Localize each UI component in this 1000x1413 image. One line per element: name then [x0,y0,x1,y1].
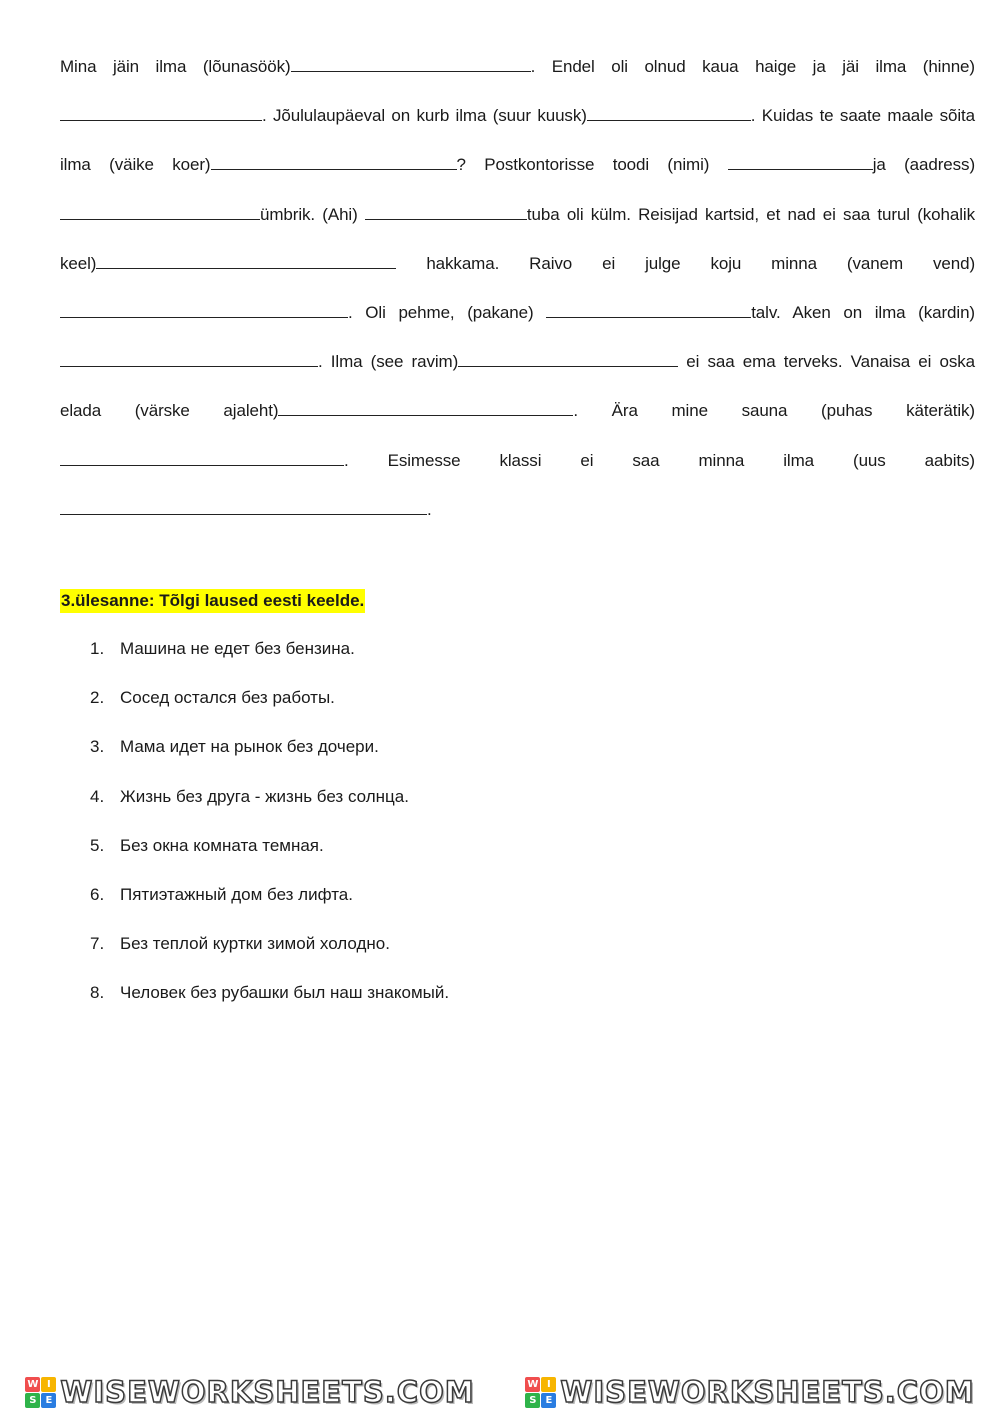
item-text: Без теплой куртки зимой холодно. [120,934,390,954]
translation-list [90,633,449,1027]
item-number: 7. [90,934,105,954]
item-number: 8. [90,983,105,1003]
item-text: Сосед остался без работы. [120,688,335,708]
paragraph-text: . Oli pehme, (pakane) [348,303,547,323]
logo-letter: E [41,1393,56,1408]
item-number: 2. [90,688,105,708]
watermark-text: WISEWORKSHEETS.COM [60,1375,475,1409]
logo-letter: I [41,1377,56,1392]
paragraph-text: ümbrik. (Ahi) [260,204,365,224]
paragraph-text: . Jõululaupäeval on kurb ilma (suur kuusk) [262,106,587,126]
item-text: Жизнь без друга - жизнь без солнца. [120,786,409,806]
answer-blank[interactable] [211,151,457,170]
answer-blank[interactable] [728,151,873,170]
paragraph-text: . Kuidas te saate maale sõita ilma (väike koer) [60,106,975,175]
answer-blank[interactable] [60,447,344,466]
logo-letter: W [527,1378,539,1390]
logo-cube-icon [525,1377,556,1408]
paragraph-text: . [427,499,432,519]
list-item [90,928,449,977]
item-number: 1. [90,639,105,658]
list-item [90,731,449,780]
list-item [90,879,449,928]
paragraph-text: ? Postkontorisse toodi (nimi) [456,155,728,175]
answer-blank[interactable] [458,348,678,367]
exercise-3-heading: 3.ülesanne: Tõlgi laused eesti keelde. [60,589,365,613]
paragraph-text: . Ära mine sauna (puhas käterätik) [573,401,975,421]
item-text: Пятиэтажный дом без лифта. [120,884,353,904]
paragraph-text: ja (aadress) [872,155,976,175]
item-text: Без окна комната темная. [120,835,324,855]
list-item [90,682,449,731]
brand-2 [525,1375,974,1409]
logo-letter: I [541,1377,556,1392]
paragraph-text: Mina jäin ilma (lõunasöök) [60,57,291,76]
logo-cube-icon [25,1377,56,1408]
footer-watermark [0,1372,1000,1412]
brand-1 [25,1375,474,1409]
paragraph-text: . Ilma (see ravim) [318,352,459,372]
watermark-text: WISEWORKSHEETS.COM [560,1375,975,1409]
logo-letter: S [25,1393,40,1408]
list-item [90,830,449,879]
answer-blank[interactable] [60,299,348,318]
paragraph-text: talv. Aken on ilma (kardin) [751,303,975,323]
logo-letter: W [27,1378,39,1390]
paragraph-text: hakkama. Raivo ei julge koju minna (vanem vend) [396,253,975,273]
paragraph-text: ei saa ema terveks. Vanaisa ei oska elada (värske ajaleht) [60,352,975,421]
paragraph-text: tuba oli külm. Reisijad kartsid, et nad ei saa turul (kohalik keel) [60,204,975,273]
item-number: 3. [90,737,105,757]
item-number: 4. [90,786,105,806]
paragraph-text: . Endel oli olnud kaua haige ja jäi ilma (hinne) [530,57,975,76]
item-number: 6. [90,884,105,904]
answer-blank[interactable] [60,201,260,220]
answer-blank[interactable] [60,102,262,121]
item-number: 5. [90,835,105,855]
paragraph-text: . Esimesse klassi ei saa minna ilma (uus aabits) [344,450,975,470]
item-text: Мама идет на рынок без дочери. [120,737,379,757]
answer-blank[interactable] [587,102,751,121]
answer-blank[interactable] [278,397,573,416]
item-text: Человек без рубашки был наш знакомый. [120,983,450,1003]
list-item [90,781,449,830]
logo-letter: E [541,1393,556,1408]
answer-blank[interactable] [291,53,531,72]
fill-in-paragraph [60,42,975,534]
list-item [90,977,449,1026]
answer-blank[interactable] [365,201,527,220]
answer-blank[interactable] [60,496,427,515]
logo-letter: S [525,1393,540,1408]
answer-blank[interactable] [96,250,396,269]
answer-blank[interactable] [546,299,751,318]
answer-blank[interactable] [60,348,318,367]
list-item [90,633,449,682]
item-text: Машина не едет без бензина. [120,639,355,658]
